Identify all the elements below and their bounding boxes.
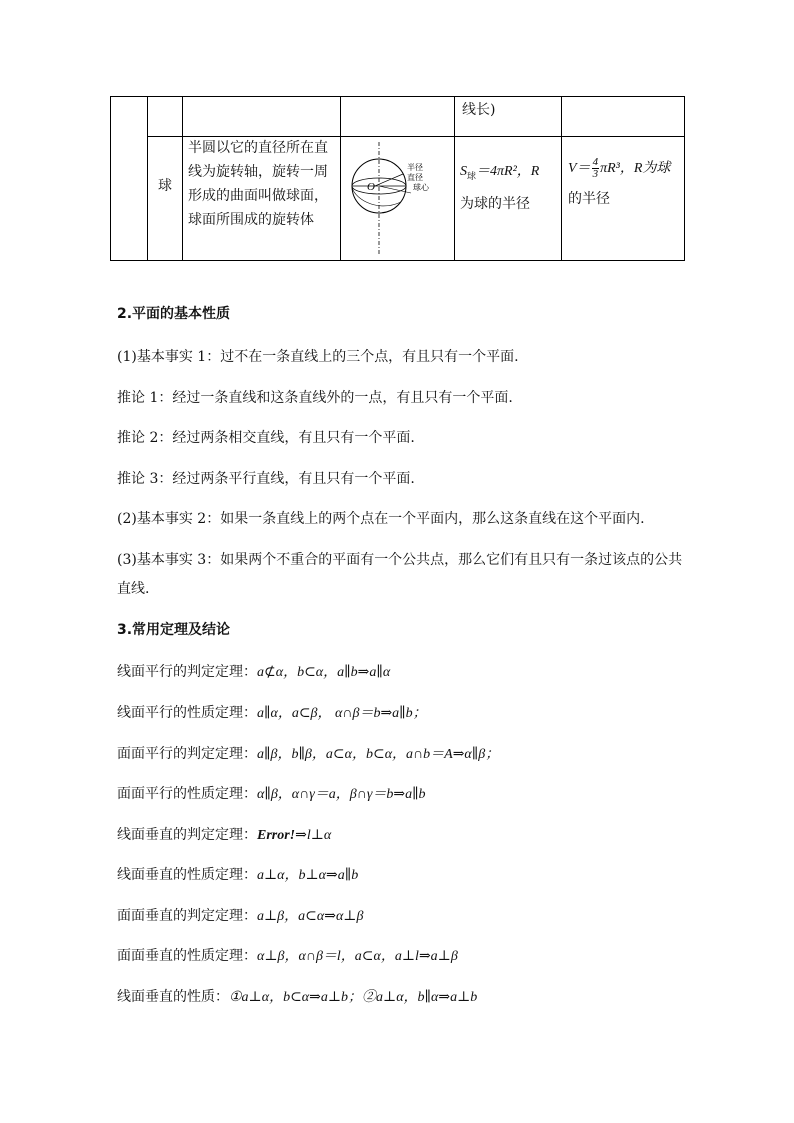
theorem-expr: a⊄α，b⊂α，a∥b⇒a∥α xyxy=(257,665,391,680)
definition-line: 线为旋转轴，旋转一周 xyxy=(188,164,328,180)
theorem-line xyxy=(117,702,427,722)
solids-table xyxy=(110,96,685,261)
theorem-label: 线面平行的判定定理： xyxy=(117,664,257,680)
section-2-line: (2)基本事实 2：如果一条直线上的两个点在一个平面内，那么这条直线在这个平面内. xyxy=(117,511,645,527)
theorem-line xyxy=(117,661,390,681)
theorem-expr: a⊥α，b⊥α⇒a∥b xyxy=(257,868,359,883)
theorem-label: 线面平行的性质定理： xyxy=(117,705,257,721)
definition-line: 形成的曲面叫做球面， xyxy=(188,188,328,204)
theorem-label: 面面垂直的性质定理： xyxy=(117,948,257,964)
theorem-expr: α∥β，α∩γ＝a，β∩γ＝b⇒a∥b xyxy=(257,787,426,802)
surface-subscript: 球 xyxy=(467,170,477,181)
section-2-title: 2.平面的基本性质 xyxy=(117,306,231,322)
theorem-line xyxy=(117,986,477,1006)
surface-area-cell xyxy=(460,158,558,218)
volume-fraction: $\frac{4}{3}$ xyxy=(592,156,599,181)
error-text: Error! xyxy=(257,828,296,843)
sphere-center-label: 球心 xyxy=(413,183,429,192)
section-2-line: 推论 2：经过两条相交直线，有且只有一个平面. xyxy=(117,430,415,446)
theorem-expr: a⊥β，a⊂α⇒α⊥β xyxy=(257,909,364,924)
theorem-expr: a∥α，a⊂β， α∩β＝b⇒a∥b； xyxy=(257,706,427,721)
section-2-line: 推论 1：经过一条直线和这条直线外的一点，有且只有一个平面. xyxy=(117,390,513,406)
section-2-line: (1)基本事实 1：过不在一条直线上的三个点，有且只有一个平面. xyxy=(117,349,519,365)
definition-line: 半圆以它的直径所在直 xyxy=(188,140,328,156)
surface-symbol: S xyxy=(460,164,467,179)
theorem-expr: ⇒l⊥α xyxy=(295,828,332,843)
theorem-expr: a∥β，b∥β，a⊂α，b⊂α，a∩b＝A⇒α∥β； xyxy=(257,747,500,762)
theorem-label: 线面垂直的性质定理： xyxy=(117,867,257,883)
theorem-label: 面面平行的判定定理： xyxy=(117,746,257,762)
theorem-label: 面面垂直的判定定理： xyxy=(117,908,257,924)
volume-suffix: πR³，R为球 xyxy=(600,161,671,176)
theorem-label: 面面平行的性质定理： xyxy=(117,786,257,802)
theorem-label: 线面垂直的性质： xyxy=(117,989,229,1005)
volume-note: 的半径 xyxy=(568,191,610,207)
section-2-line: 推论 3：经过两条平行直线，有且只有一个平面. xyxy=(117,471,415,487)
section-3-title: 3.常用定理及结论 xyxy=(117,622,231,638)
theorem-expr: ①a⊥α，b⊂α⇒a⊥b；②a⊥α，b∥α⇒a⊥b xyxy=(229,990,478,1005)
theorem-line xyxy=(117,864,358,884)
volume-cell xyxy=(568,154,683,214)
solid-name-sphere: 球 xyxy=(158,178,172,194)
surface-note: 为球的半径 xyxy=(460,195,530,212)
theorem-line xyxy=(117,783,426,803)
section-2-line: 直线. xyxy=(117,581,150,597)
sphere-definition xyxy=(188,136,338,232)
theorem-line xyxy=(117,743,499,763)
diameter-label: 直径 xyxy=(407,173,423,182)
section-2-line: (3)基本事实 3：如果两个不重合的平面有一个公共点，那么它们有且只有一条过该点的公共 xyxy=(117,552,683,568)
theorem-line xyxy=(117,905,363,925)
volume-prefix: V＝ xyxy=(568,161,591,176)
definition-line: 球面所围成的旋转体 xyxy=(188,212,314,228)
center-label: O xyxy=(367,181,375,193)
theorem-line xyxy=(117,824,331,844)
radius-label: 半径 xyxy=(407,163,423,172)
theorem-expr: α⊥β，α∩β＝l，a⊂α，a⊥l⇒a⊥β xyxy=(257,949,458,964)
theorem-line xyxy=(117,945,458,965)
theorem-label: 线面垂直的判定定理： xyxy=(117,827,257,843)
sphere-diagram xyxy=(345,140,451,256)
surface-formula: ＝4πR²，R xyxy=(476,164,540,179)
table-cell-continued: 线长) xyxy=(462,102,496,118)
